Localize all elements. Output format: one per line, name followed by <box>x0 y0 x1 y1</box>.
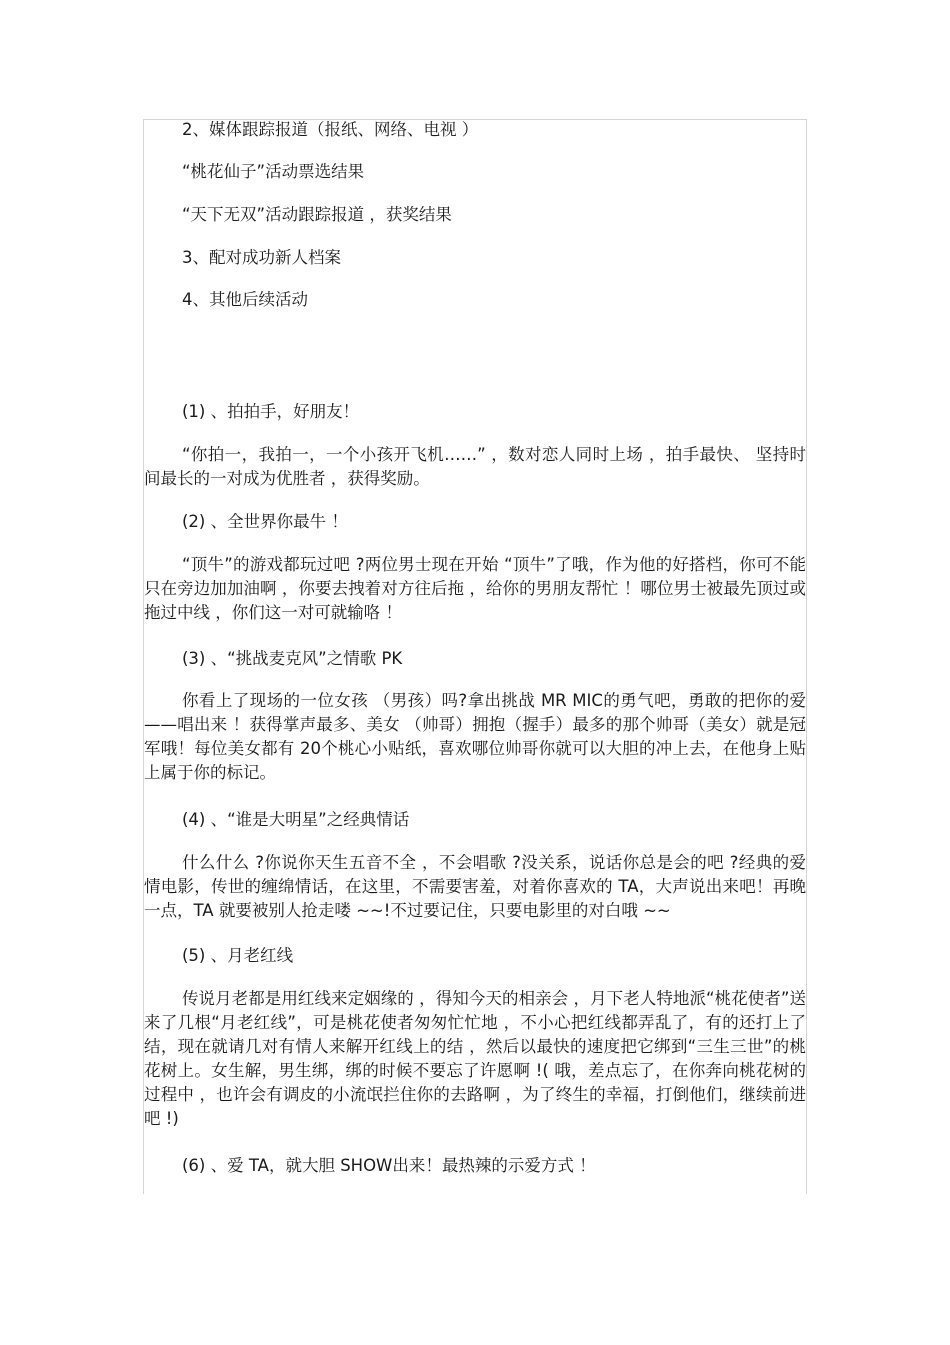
section-heading-3: (3) 、“挑战麦克风”之情歌 PK <box>182 649 403 668</box>
section-heading-4: (4) 、“谁是大明星”之经典情话 <box>182 810 410 829</box>
section-body-2: “顶牛”的游戏都玩过吧 ?两位男士现在开始 “顶牛”了哦，作为他的好搭档，你可不能只在旁边加加油啊 ，你要去拽着对方往后拖 ，给你的男朋友帮忙 ！哪位男士被最先顶过或拖过中线 ，你们这一对可就输咯 ！ <box>144 555 806 622</box>
section-body-3: 你看上了现场的一位女孩 （男孩）吗?拿出挑战 MR MIC的勇气吧，勇敢的把你的爱——唱出来 ！获得掌声最多、美女 （帅哥）拥抱（握手）最多的那个帅哥（美女）就是冠军哦！每位美女都有 20个桃心小贴纸，喜欢哪位帅哥你就可以大胆的冲上去，在他身上贴上属于你的标记。 <box>144 691 806 782</box>
list-item-media-coverage: 2、媒体跟踪报道（报纸、网络、电视 ） <box>182 120 479 139</box>
list-item-follow-up: 4、其他后续活动 <box>182 290 308 309</box>
section-heading-2: (2) 、全世界你最牛 ！ <box>182 512 348 531</box>
section-body-5: 传说月老都是用红线来定姻缘的 ，得知今天的相亲会 ，月下老人特地派“桃花使者”送来了几根“月老红线”，可是桃花使者匆匆忙忙地 ，不小心把红线都弄乱了，有的还打上了结，现在就请几对有情人来解开红线上的结 ，然后以最快的速度把它绑到“三生三世”的桃花树上。女生解，男生绑，绑的时候不要忘了许愿啊 !( 哦，差点忘了，在你奔向桃花树的过程中 ，也许会有调皮的小流氓拦住你的去路啊 ，为了终生的幸福，打倒他们，继续前进吧 !) <box>144 989 806 1128</box>
list-item-tracking-report: “天下无双”活动跟踪报道 ，获奖结果 <box>182 205 452 224</box>
section-body-1: “你拍一，我拍一，一个小孩开飞机……” ，数对恋人同时上场 ，拍手最快、 坚持时间最长的一对成为优胜者 ，获得奖励。 <box>144 445 806 488</box>
section-body-4: 什么什么 ?你说你天生五音不全 ，不会唱歌 ?没关系，说话你总是会的吧 ?经典的爱情电影，传世的缠绵情话，在这里，不需要害羞，对着你喜欢的 TA，大声说出来吧！再晚一点，TA 就要被别人抢走喽 ~~!不过要记住，只要电影里的对白哦 ~~ <box>144 853 806 920</box>
section-heading-6: (6) 、爱 TA，就大胆 SHOW出来！最热辣的示爱方式 ！ <box>182 1156 596 1175</box>
section-heading-1: (1) 、拍拍手，好朋友！ <box>182 402 360 421</box>
list-item-vote-result: “桃花仙子”活动票选结果 <box>182 162 365 181</box>
section-heading-5: (5) 、月老红线 <box>182 946 294 965</box>
list-item-couple-archive: 3、配对成功新人档案 <box>182 248 341 267</box>
